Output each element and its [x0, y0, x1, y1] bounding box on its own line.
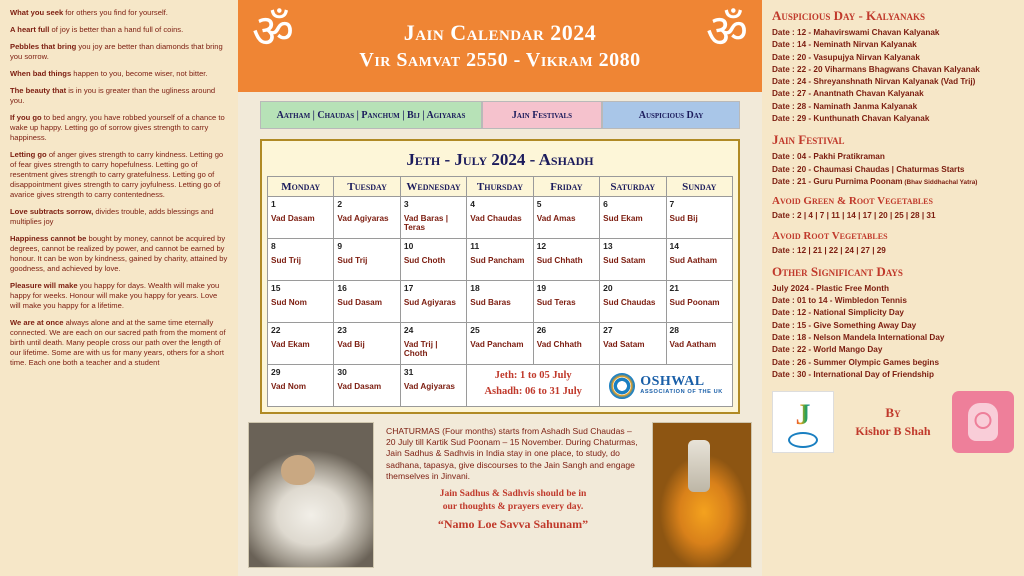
om-icon: ॐ — [706, 4, 748, 58]
day-tithi: Vad Bij — [337, 340, 365, 349]
day-number: 15 — [271, 283, 281, 293]
quote-rest: for others you find for yourself. — [63, 8, 168, 17]
legend-item-tithis: Aatham | Chaudas | Panchum | Bij | Agiyaras — [260, 101, 482, 129]
other-day-item: Date : 01 to 14 - Wimbledon Tennis — [772, 296, 907, 306]
day-tithi: Vad Amas — [536, 214, 576, 223]
quote-lead: A heart full — [10, 25, 50, 35]
festival-item — [772, 176, 1014, 188]
monk-photo — [248, 422, 374, 568]
day-cell[interactable] — [400, 365, 466, 407]
chaturmas-panel — [248, 422, 752, 568]
calendar-week-row — [268, 239, 733, 281]
day-cell[interactable] — [666, 197, 732, 239]
day-number: 22 — [271, 325, 281, 335]
day-tithi: Sud Nom — [271, 298, 307, 307]
calendar-week-row — [268, 197, 733, 239]
day-number: 19 — [536, 283, 547, 293]
events-column — [762, 0, 1024, 576]
quote-item — [10, 86, 228, 106]
quote-rest: you happy for days. Wealth will make you happy for weeks. Honour will make you happy for years. Love will make you happy for a lifetime. — [10, 281, 220, 311]
festival-item-text: Date : 21 - Guru Purnima Poonam — [772, 176, 903, 186]
avoid-root-dates: Date : 12 | 21 | 22 | 24 | 27 | 29 — [772, 245, 886, 255]
jain-logo-ring — [788, 432, 818, 448]
other-day-item: Date : 22 - World Mango Day — [772, 345, 883, 355]
kalyanak-item: Date : 14 - Neminath Nirvan Kalyanak — [772, 40, 917, 50]
quote-lead: What you seek — [10, 8, 64, 17]
day-number: 18 — [470, 283, 480, 293]
day-tithi: Vad Chhath — [536, 340, 582, 349]
by-label: By — [885, 405, 901, 421]
day-cell[interactable] — [600, 197, 666, 239]
day-tithi: Sud Baras — [470, 298, 511, 307]
day-cell[interactable] — [268, 365, 334, 407]
quote-item — [10, 318, 228, 368]
day-tithi: Sud Chhath — [536, 256, 583, 265]
day-number: 10 — [403, 241, 414, 251]
day-number: 2 — [337, 199, 343, 209]
quote-lead: Letting go — [10, 150, 47, 160]
weekday-thursday: Thursday — [467, 177, 533, 197]
day-number: 23 — [337, 325, 347, 335]
weekday-saturday: Saturday — [600, 177, 666, 197]
day-number: 7 — [669, 199, 675, 209]
note-jeth: Jeth: 1 to 05 July — [494, 370, 572, 381]
quote-rest: to bed angry, you have robbed yourself of a chance to wake up happy. Letting go of sorrow gives strength to carry happiness. — [10, 113, 225, 143]
day-tithi: Vad Ekam — [271, 340, 310, 349]
day-tithi: Sud Pancham — [470, 256, 525, 265]
title-line-1: Jain Calendar 2024 — [403, 20, 597, 46]
other-day-item: Date : 30 - International Day of Friendship — [772, 369, 934, 379]
day-number: 11 — [470, 241, 480, 251]
quote-rest: always alone and at the same time eternally connected. We are each on our sacred path from the moment of birth until death. Many people cross our path over the length of our lifetime. Some are with us for many years, others for a short time. Each one both a teacher and a student — [10, 318, 226, 368]
day-tithi: Vad Aatham — [669, 340, 717, 349]
quote-rest: is in you is greater than the ugliness around you. — [10, 86, 216, 106]
chaturmas-foot-2: our thoughts & prayers every day. — [442, 500, 584, 512]
other-day-item: Date : 18 - Nelson Mandela International Day — [772, 333, 945, 343]
day-tithi: Sud Bij — [669, 214, 698, 223]
day-cell[interactable] — [600, 281, 666, 323]
day-number: 4 — [470, 199, 475, 209]
day-number: 30 — [337, 367, 347, 377]
chaturmas-footer — [386, 488, 640, 532]
other-day-item: July 2024 - Plastic Free Month — [772, 283, 889, 293]
day-cell[interactable] — [268, 281, 334, 323]
day-tithi: Sud Trij — [337, 256, 368, 265]
day-tithi: Sud Poonam — [669, 298, 720, 307]
day-number: 31 — [403, 367, 414, 377]
day-cell[interactable] — [268, 197, 334, 239]
day-cell[interactable] — [400, 281, 466, 323]
quote-lead: Pebbles that bring — [10, 42, 77, 52]
day-cell[interactable] — [334, 197, 400, 239]
day-tithi: Vad Dasam — [337, 382, 382, 391]
day-tithi: Vad Pancham — [470, 340, 524, 349]
calendar-table — [267, 176, 733, 407]
day-cell[interactable] — [334, 323, 400, 365]
day-cell[interactable] — [533, 323, 599, 365]
day-number: 21 — [669, 283, 679, 293]
festival-item: Date : 20 - Chaumasi Chaudas | Chaturmas Starts — [772, 164, 965, 174]
note-ashadh: Ashadh: 06 to 31 July — [484, 385, 582, 397]
day-tithi: Sud Chaudas — [603, 298, 656, 307]
day-tithi: Vad Chaudas — [470, 214, 522, 223]
kalyanak-item: Date : 20 - Vasupujya Nirvan Kalyanak — [772, 52, 920, 62]
oshwal-wheel-icon — [609, 373, 635, 399]
kalyanak-item: Date : 27 - Anantnath Chavan Kalyanak — [772, 89, 924, 99]
day-cell[interactable] — [400, 197, 466, 239]
day-cell[interactable] — [600, 323, 666, 365]
chaturmas-text-block — [380, 422, 646, 568]
day-tithi: Sud Agiyaras — [403, 298, 456, 307]
sadhu-photo — [652, 422, 752, 568]
quote-rest: happen to you, become wiser, not bitter. — [71, 69, 208, 79]
quote-item — [10, 234, 228, 274]
day-tithi: Vad Nom — [271, 382, 307, 391]
quote-rest: of anger gives strength to carry kindness. Letting go of fear gives strength to carry hopefulness. Letting go of resentment gives strength to carry gratefulness. Letting go of disappointment gives strength to carry joyfulness. Letting go of avarice gives strength to carry contentedness. — [10, 150, 224, 200]
day-number: 6 — [603, 199, 608, 209]
quote-lead: When bad things — [10, 69, 72, 79]
kalyanak-item: Date : 12 - Mahavirswami Chavan Kalyanak — [772, 28, 940, 37]
day-number: 20 — [603, 283, 613, 293]
calendar-month-heading: Jeth - July 2024 - Ashadh — [406, 150, 594, 169]
jain-logo-icon — [772, 391, 834, 453]
day-tithi: Sud Trij — [271, 256, 302, 265]
legend-item-festivals: Jain Festivals — [482, 101, 602, 129]
day-tithi: Sud Dasam — [337, 298, 383, 307]
day-cell[interactable] — [400, 239, 466, 281]
chaturmas-foot-1: Jain Sadhus & Sadhvis should be in — [439, 487, 587, 499]
day-number: 3 — [403, 199, 409, 209]
festival-item: Date : 04 - Pakhi Pratikraman — [772, 152, 885, 162]
weekday-header-row — [268, 177, 733, 197]
quote-item — [10, 113, 228, 143]
kalyanak-item: Date : 24 - Shreyanshnath Nirvan Kalyanak (Vad Trij) — [772, 77, 976, 87]
day-number: 16 — [337, 283, 347, 293]
quote-rest: of joy is better than a hand full of coins. — [49, 25, 184, 35]
day-tithi: Vad Trij | Choth — [403, 340, 438, 359]
quotes-column — [0, 0, 238, 576]
day-number: 14 — [669, 241, 679, 251]
day-number: 28 — [669, 325, 679, 335]
day-cell[interactable] — [533, 197, 599, 239]
quote-rest: divides trouble, adds blessings and multiplies joy — [10, 207, 214, 227]
day-cell[interactable] — [600, 239, 666, 281]
day-cell[interactable] — [467, 281, 533, 323]
day-number: 13 — [603, 241, 613, 251]
day-tithi: Sud Choth — [403, 256, 446, 265]
legend — [260, 101, 740, 129]
day-number: 1 — [271, 199, 276, 209]
quote-rest: bought by money, cannot be acquired by degrees, cannot be realized by power, and cannot be earned by honour. It can be won by kindness, gained by charity, attained by goodness, and achieved by love. — [10, 234, 228, 274]
chaturmas-mantra: “Namo Loe Savva Sahunam” — [437, 516, 589, 531]
kalyanak-item: Date : 22 - 20 Viharmans Bhagwans Chavan Kalyanak — [772, 64, 980, 74]
day-cell[interactable] — [666, 281, 732, 323]
day-cell[interactable] — [467, 239, 533, 281]
avoid-green-dates: Date : 2 | 4 | 7 | 11 | 14 | 17 | 20 | 25 | 28 | 31 — [772, 211, 936, 221]
other-day-item: Date : 12 - National Simplicity Day — [772, 308, 904, 318]
month-span-note — [467, 365, 600, 407]
calendar-week-row — [268, 323, 733, 365]
quote-item — [10, 207, 228, 227]
page-title — [359, 19, 640, 73]
other-days-title: Other Significant Days — [772, 263, 903, 279]
weekday-sunday: Sunday — [666, 177, 732, 197]
quote-item — [10, 25, 228, 35]
avoid-root-title: Avoid Root Vegetables — [772, 229, 888, 242]
quote-rest: you joy are better than diamonds that bring you sorrow. — [10, 42, 223, 62]
day-number: 27 — [603, 325, 613, 335]
quote-lead: Pleasure will make — [10, 281, 78, 291]
calendar-week-row — [268, 365, 733, 407]
day-cell[interactable] — [467, 197, 533, 239]
quote-lead: We are at once — [10, 318, 64, 328]
avoid-green-title: Avoid Green & Root Vegetables — [772, 195, 933, 208]
quote-lead: If you go — [10, 113, 42, 123]
day-number: 24 — [403, 325, 414, 335]
day-tithi: Vad Dasam — [271, 214, 315, 223]
quote-item — [10, 150, 228, 200]
festival-item-note: (Bhav Siddhachal Yatra) — [902, 178, 978, 186]
quote-lead: Happiness cannot be — [10, 234, 87, 244]
footer — [772, 391, 1014, 453]
calendar-table-wrapper — [260, 139, 740, 414]
day-cell[interactable] — [268, 239, 334, 281]
day-tithi: Sud Ekam — [603, 214, 643, 223]
quote-item — [10, 8, 228, 18]
weekday-monday: Monday — [268, 177, 334, 197]
day-number: 17 — [403, 283, 414, 293]
oshwal-title: OSHWAL — [640, 374, 705, 390]
title-line-2: Vir Samvat 2550 - Vikram 2080 — [359, 48, 641, 71]
day-number: 8 — [271, 241, 276, 251]
other-day-item: Date : 26 - Summer Olympic Games begins — [772, 357, 939, 367]
day-cell[interactable] — [334, 239, 400, 281]
festival-section-title: Jain Festival — [772, 132, 845, 148]
day-cell[interactable] — [467, 323, 533, 365]
quote-item — [10, 281, 228, 311]
quote-item — [10, 42, 228, 62]
chaturmas-body: CHATURMAS (Four months) starts from Ashadh Sud Chaudas – 20 July till Kartik Sud Poonam – 15 November. During Chaturmas, Jain Sadhus & Sadhvis in India stay in one place, to study, do sadhana, tapasya, give discourses to the Jain Sangh and engage themselves in Jinvani. — [386, 426, 638, 481]
other-day-item: Date : 15 - Give Something Away Day — [772, 320, 917, 330]
om-icon: ॐ — [252, 4, 294, 58]
kalyanak-item: Date : 28 - Naminath Janma Kalyanak — [772, 101, 918, 111]
weekday-friday: Friday — [533, 177, 599, 197]
day-tithi: Vad Agiyaras — [337, 214, 389, 223]
kalyanak-section-title: Auspicious Day - Kalyanaks — [772, 8, 926, 23]
day-number: 9 — [337, 241, 343, 251]
calendar-week-row — [268, 281, 733, 323]
day-tithi: Vad Baras | Teras — [403, 214, 449, 233]
author-block — [834, 405, 952, 439]
kalyanak-item: Date : 29 - Kunthunath Chavan Kalyanak — [772, 114, 930, 124]
day-number: 26 — [536, 325, 547, 335]
day-tithi: Sud Satam — [603, 256, 646, 265]
oshwal-logo — [600, 365, 733, 407]
day-tithi: Vad Satam — [603, 340, 645, 349]
author-name: Kishor B Shah — [855, 424, 931, 439]
jain-logo-letter: J — [795, 398, 811, 432]
day-tithi: Vad Agiyaras — [403, 382, 455, 391]
weekday-tuesday: Tuesday — [334, 177, 400, 197]
weekday-wednesday: Wednesday — [400, 177, 466, 197]
day-number: 12 — [536, 241, 547, 251]
day-cell[interactable] — [400, 323, 466, 365]
oshwal-subtitle: ASSOCIATION OF THE UK — [640, 388, 723, 395]
quote-item — [10, 69, 228, 79]
quote-lead: The beauty that — [10, 86, 67, 96]
day-cell[interactable] — [666, 323, 732, 365]
day-cell[interactable] — [533, 281, 599, 323]
day-cell[interactable] — [533, 239, 599, 281]
day-cell[interactable] — [268, 323, 334, 365]
legend-item-auspicious: Auspicious Day — [602, 101, 740, 129]
day-cell[interactable] — [334, 281, 400, 323]
ahimsa-hand-icon — [952, 391, 1014, 453]
quote-lead: Love subtracts sorrow, — [10, 207, 94, 217]
day-number: 25 — [470, 325, 480, 335]
day-number: 29 — [271, 367, 281, 377]
day-tithi: Sud Teras — [536, 298, 576, 307]
title-banner — [238, 0, 762, 92]
day-number: 5 — [536, 199, 542, 209]
calendar-column — [238, 0, 762, 576]
day-cell[interactable] — [666, 239, 732, 281]
day-tithi: Sud Aatham — [669, 256, 717, 265]
day-cell[interactable] — [334, 365, 400, 407]
